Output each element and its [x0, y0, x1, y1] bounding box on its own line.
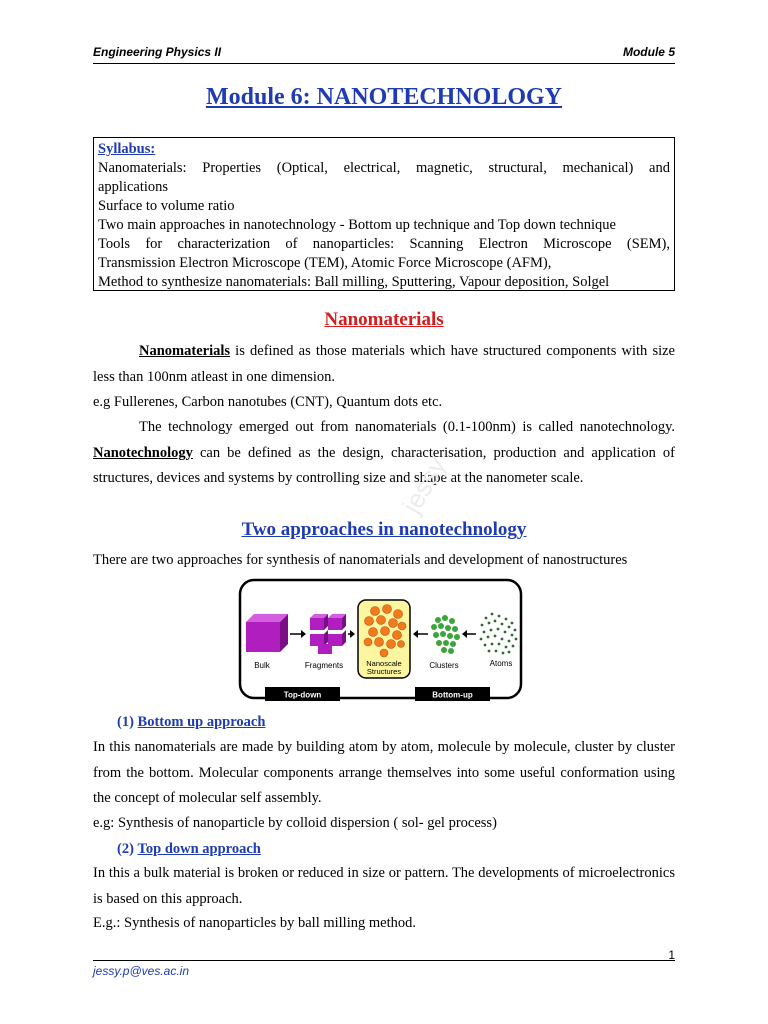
top-down-example: E.g.: Synthesis of nanoparticles by ball milling method. — [93, 915, 416, 931]
syllabus-line: Nanomaterials: Properties (Optical, electrical, magnetic, structural, mechanical) and — [98, 160, 670, 176]
subheading-number: (2) — [117, 841, 134, 857]
syllabus-box — [93, 137, 675, 291]
footer-email: jessy.p@ves.ac.in — [93, 964, 189, 978]
syllabus-line: Transmission Electron Microscope (TEM), Atomic Force Microscope (AFM), — [98, 255, 552, 271]
subheading-title: Bottom up approach — [137, 714, 266, 730]
approaches-intro: There are two approaches for synthesis of nanomaterials and development of nanostructures — [93, 552, 628, 568]
watermark: jessy — [396, 452, 452, 519]
definition-text: is defined as those materials which have structured components with size less than 100nm atleast in one dimension. — [93, 343, 675, 385]
subheading-bottom-up — [117, 714, 265, 731]
running-header-right: Module 5 — [622, 45, 675, 59]
running-header-left: Engineering Physics II — [93, 45, 222, 59]
section-heading-nanomaterials: Nanomaterials — [324, 309, 444, 330]
keyword-nanomaterials: Nanomaterials — [139, 343, 231, 359]
top-down-label: Top-down — [283, 690, 322, 700]
bottom-up-example: e.g: Synthesis of nanoparticle by colloid dispersion ( sol- gel process) — [93, 815, 497, 831]
keyword-nanotechnology: Nanotechnology — [93, 444, 193, 461]
top-down-text: In this a bulk material is broken or reduced in size or pattern. The developments of microelectronics is based on this approach. — [93, 865, 675, 907]
subheading-title: Top down approach — [137, 841, 261, 857]
syllabus-line: Two main approaches in nanotechnology - Bottom up technique and Top down technique — [98, 217, 616, 233]
page-number: 1 — [668, 948, 675, 962]
approaches-diagram — [238, 578, 523, 704]
nanomaterials-example: e.g Fullerenes, Carbon nanotubes (CNT), Quantum dots etc. — [93, 394, 443, 410]
header-rule — [93, 63, 675, 64]
subheading-top-down — [117, 841, 261, 858]
definition-text: can be defined as the design, characterisation, production and application of structures, devices and systems by controlling size and shape at the nanometer scale. — [93, 444, 675, 486]
bulk-cube-icon — [246, 614, 288, 652]
page-title: Module 6: NANOTECHNOLOGY — [205, 84, 562, 110]
bottom-up-label: Bottom-up — [432, 690, 473, 700]
section-heading-approaches: Two approaches in nanotechnology — [241, 519, 527, 540]
structures-label: Structures — [366, 667, 402, 676]
subheading-number: (1) — [117, 714, 134, 730]
clusters-label: Clusters — [429, 661, 459, 670]
syllabus-line: Tools for characterization of nanoparticles: Scanning Electron Microscope (SEM), — [98, 236, 670, 252]
syllabus-line: applications — [98, 179, 169, 195]
definition-text: The technology emerged out from nanomaterials (0.1-100nm) is called nanotechnology. — [139, 419, 675, 435]
atoms-label: Atoms — [489, 659, 513, 668]
syllabus-line: Surface to volume ratio — [98, 198, 235, 214]
fragments-label: Fragments — [304, 661, 344, 670]
bottom-up-text: In this nanomaterials are made by building atom by atom, molecule by molecule, cluster by cluster from the bottom. Molecular components arrange themselves into some useful conformation using the concept of molecular self assembly. — [93, 739, 675, 806]
syllabus-line: Method to synthesize nanomaterials: Ball milling, Sputtering, Vapour deposition, Solgel — [98, 274, 610, 290]
footer-rule — [93, 960, 675, 961]
syllabus-heading: Syllabus: — [98, 141, 156, 157]
nanomaterials-definition — [93, 339, 675, 390]
nanoscale-label: Nanoscale — [366, 659, 402, 668]
nanotechnology-definition — [93, 415, 675, 492]
bulk-label: Bulk — [254, 661, 270, 670]
